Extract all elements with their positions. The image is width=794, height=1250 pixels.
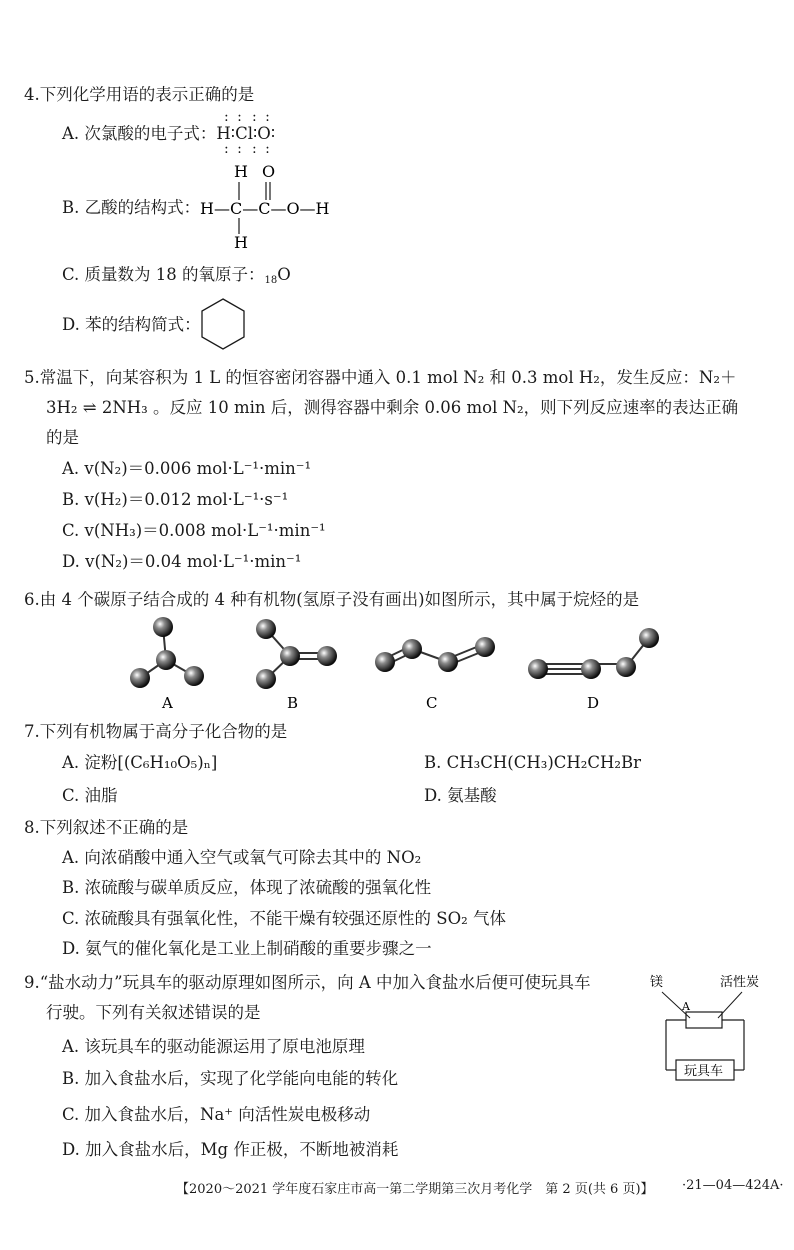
q5-option-a: A. v(N₂)＝0.006 mol·L⁻¹·min⁻¹ <box>62 459 312 478</box>
q8-stem: 8.下列叙述不正确的是 <box>24 818 189 837</box>
footer-title: 【2020～2021 学年度石家庄市高一第二学期第三次月考化学 第 2 页(共 6 页)】 <box>176 1182 654 1197</box>
q9-option-a: A. 该玩具车的驱动能源运用了原电池原理 <box>62 1037 365 1056</box>
toy-car-label: 玩具车 <box>684 1064 724 1079</box>
q4-c-symbol: O <box>277 265 291 284</box>
electron-dots-o-bottom: : : <box>252 141 272 157</box>
struct-chain: H—C—C—O—H <box>200 199 330 218</box>
q9-line2: 行驶。下列有关叙述错误的是 <box>46 1003 261 1022</box>
q9-option-c: C. 加入食盐水后，Na⁺ 向活性炭电极移动 <box>62 1105 371 1124</box>
q7-option-c: C. 油脂 <box>62 786 118 805</box>
molecule-b <box>256 619 337 689</box>
q7-option-d: D. 氨基酸 <box>424 786 497 805</box>
q7-stem: 7.下列有机物属于高分子化合物的是 <box>24 722 288 741</box>
q6-label-d: D <box>587 694 600 712</box>
q4-b-label: B. 乙酸的结构式： <box>62 198 201 217</box>
struct-h-bottom: H <box>234 233 248 250</box>
q5-line1: 5.常温下，向某容积为 1 L 的恒容密闭容器中通入 0.1 mol N₂ 和 0.3 mol H₂，发生反应：N₂＋ <box>24 368 737 387</box>
q6-label-b: B <box>287 694 299 712</box>
q4-a-label: A. 次氯酸的电子式： <box>62 124 217 143</box>
molecule-a <box>130 617 204 688</box>
q8-option-a: A. 向浓硝酸中通入空气或氧气可除去其中的 NO₂ <box>62 848 422 867</box>
carbon-label: 活性炭 <box>720 975 760 990</box>
container-a <box>686 1012 722 1028</box>
q5-option-d: D. v(N₂)＝0.04 mol·L⁻¹·min⁻¹ <box>62 552 302 571</box>
q9-option-d: D. 加入食盐水后，Mg 作正极，不断地被消耗 <box>62 1140 399 1159</box>
q9-line1: 9.“盐水动力”玩具车的驱动原理如图所示，向 A 中加入食盐水后便可使玩具车 <box>24 973 591 992</box>
electron-dots-o-top: : : <box>252 109 272 125</box>
q4-c-label: C. 质量数为 18 的氧原子： <box>62 265 265 284</box>
q8-option-d: D. 氨气的催化氧化是工业上制硝酸的重要步骤之一 <box>62 939 432 958</box>
q9-option-b: B. 加入食盐水后，实现了化学能向电能的转化 <box>62 1069 399 1088</box>
q7-option-b: B. CH₃CH(CH₃)CH₂CH₂Br <box>424 753 642 772</box>
q8-option-b: B. 浓硫酸与碳单质反应，体现了浓硫酸的强氧化性 <box>62 878 432 897</box>
q6-label-c: C <box>426 694 438 712</box>
electron-dots-cl-bottom: : : <box>224 141 244 157</box>
container-a-label: A <box>682 1000 690 1013</box>
q5-line2: 3H₂ ⇌ 2NH₃ 。反应 10 min 后，测得容器中剩余 0.06 mol N₂，则下列反应速率的表达正确 <box>46 398 739 417</box>
q5-option-c: C. v(NH₃)＝0.008 mol·L⁻¹·min⁻¹ <box>62 521 326 540</box>
q4-a-formula: H∶Cl∶O∶ <box>216 124 276 143</box>
q7-option-a: A. 淀粉[(C₆H₁₀O₅)ₙ] <box>62 753 218 772</box>
footer-code: ·21—04—424A· <box>682 1178 784 1193</box>
molecule-d <box>528 628 659 679</box>
q4-stem: 4.下列化学用语的表示正确的是 <box>24 85 255 104</box>
q5-line3: 的是 <box>46 428 79 447</box>
struct-h-top: H <box>234 162 248 181</box>
q6-label-a: A <box>162 694 173 712</box>
q6-molecule-figure <box>110 612 670 714</box>
q4-d-label: D. 苯的结构简式： <box>62 315 201 334</box>
q6-stem: 6.由 4 个碳原子结合成的 4 种有机物(氢原子没有画出)如图所示，其中属于烷烃的是 <box>24 590 640 609</box>
q4-c-mass: 18 <box>264 275 278 286</box>
struct-o-top: O <box>262 162 276 181</box>
electron-dots-cl-top: : : <box>224 109 244 125</box>
acetic-acid-structure <box>196 160 356 250</box>
molecule-c <box>375 637 495 672</box>
magnesium-label: 镁 <box>650 975 664 990</box>
battery-car-diagram <box>646 970 768 1082</box>
q8-option-c: C. 浓硫酸具有强氧化性，不能干燥有较强还原性的 SO₂ 气体 <box>62 909 506 928</box>
benzene-hexagon-icon <box>198 296 248 354</box>
q4-option-c <box>62 263 291 287</box>
q5-option-b: B. v(H₂)＝0.012 mol·L⁻¹·s⁻¹ <box>62 490 289 509</box>
